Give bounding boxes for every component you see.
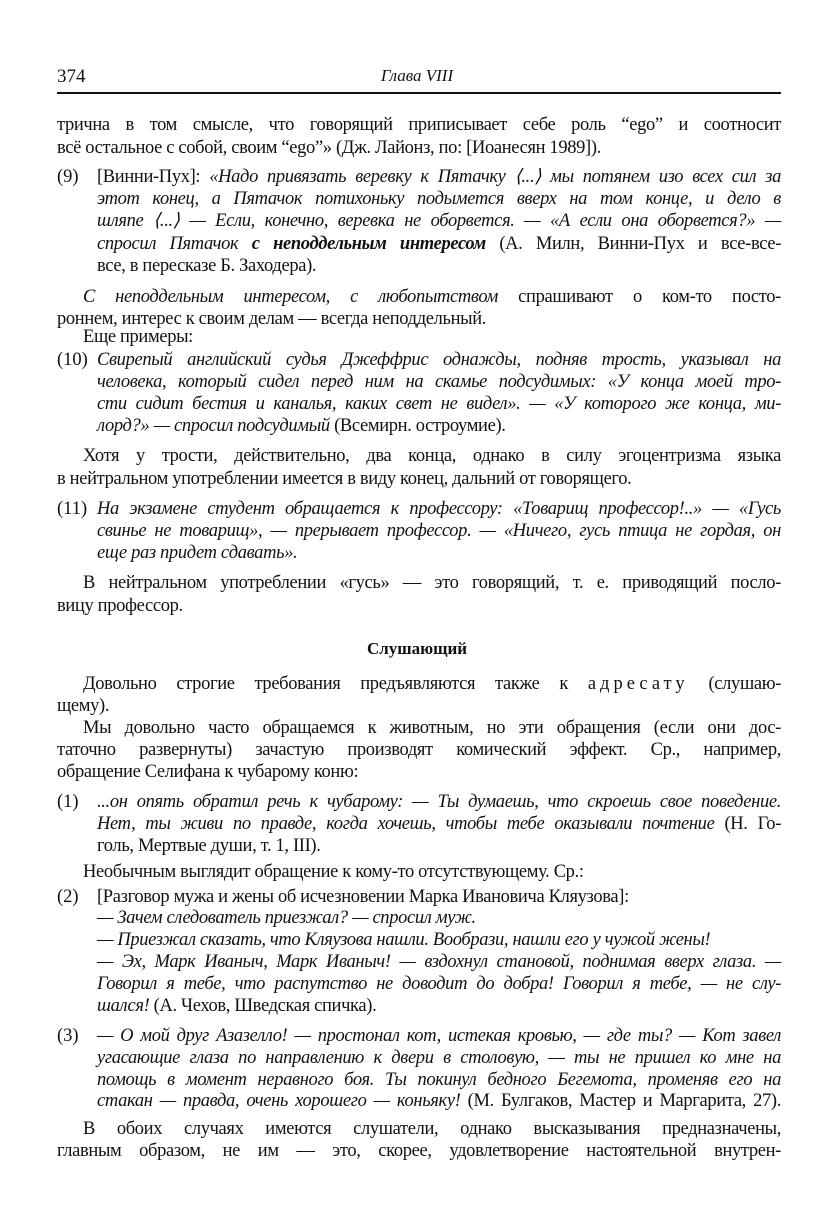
emphasis-segment: помощь в момент неравного боя. Ты покинул бедного Бегемота, променяв его на — [97, 1070, 781, 1090]
emphasis-segment: этот конец, а Пятачок потихоньку подымется вверх на том конце, и дело в — [97, 189, 781, 209]
emphasis-segment: — Приезжал сказать, что Кляузова нашли. Вообрази, нашли его у чужой жены! — [97, 930, 711, 950]
text-segment: (Н. Го- — [714, 814, 782, 834]
text-segment: голь, Мертвые души, т. 1, III). — [97, 836, 321, 856]
text-segment: (А. Чехов, Шведская спичка). — [149, 996, 377, 1016]
emphasis-segment: — Зачем следователь приезжал? — спросил муж. — [97, 908, 476, 928]
emphasis-segment: человека, который сидел перед ним на скамье подсудимых: «У конца моей тро- — [97, 372, 781, 392]
emphasis-segment: — О мой друг Азазелло! — простонал кот, истекая кровью, — где ты? — Кот завел — [97, 1026, 781, 1046]
text-line — [57, 468, 631, 490]
text-segment: (слушаю- — [688, 674, 781, 694]
emphasis-segment: — Эх, Марк Иваныч, Марк Иваныч! — вздохнул становой, поднимая вверх глаза. — — [97, 952, 781, 972]
text-line — [57, 695, 109, 717]
emphasis-segment: стакан — правда, очень хорошего — коньяку! — [97, 1091, 461, 1111]
text-line — [83, 326, 193, 348]
text-line — [97, 973, 781, 995]
text-line — [83, 445, 781, 467]
text-segment: (М. Булгаков, Мастер и Маргарита, 27). — [460, 1091, 781, 1111]
text-segment: [Винни-Пух]: — [97, 167, 210, 187]
text-line — [97, 415, 506, 437]
text-line — [97, 886, 629, 908]
emphasis-segment: На экзамене студент обращается к профессору: «Товарищ профессор!..» — «Гусь — [97, 499, 781, 519]
text-line — [57, 114, 781, 136]
text-line — [83, 1118, 781, 1140]
running-head: Глава VIII — [380, 66, 454, 85]
text-segment: спрашивают о ком-то посто- — [498, 287, 781, 307]
text-segment: В нейтральном употреблении «гусь» — это говорящий, т. е. приводящий посло- — [83, 573, 781, 593]
text-segment: Довольно строгие требования предъявляются также к — [83, 674, 588, 694]
text-segment: Хотя у трости, действительно, два конца, однако в силу эгоцентризма языка — [83, 446, 781, 466]
emphasis-segment: Говорил я тебе, что распутство не доводит до добра! Говорил я тебе, — не слу- — [97, 974, 781, 994]
emphasis-segment: Свирепый английский судья Джеффрис однажды, подняв трость, указывал на — [97, 350, 781, 370]
text-line — [97, 929, 710, 951]
text-segment: в нейтральном употреблении имеется в виду конец, дальний от говорящего. — [57, 469, 632, 489]
emphasis-segment: ...он опять обратил речь к чубарому: — Ты думаешь, что скроешь свое поведение. — [97, 792, 781, 812]
emphasis-segment: угасающие глаза по направлению к двери в столовую, — ты не пришел ко мне на — [97, 1048, 781, 1068]
text-line — [97, 255, 316, 277]
emphasis-segment: лорд?» — спросил подсудимый — [97, 416, 330, 436]
page-number: 374 — [57, 66, 86, 87]
text-line — [57, 1140, 781, 1162]
text-line — [97, 1069, 781, 1091]
text-line — [97, 1047, 781, 1069]
emphasis-segment: С неподдельным интересом, с любопытством — [83, 287, 498, 307]
text-line — [97, 520, 781, 542]
text-line — [97, 166, 781, 188]
text-line — [97, 188, 781, 210]
text-line — [97, 393, 781, 415]
text-line — [97, 371, 781, 393]
emphasis-segment: спросил Пятачок — [97, 234, 252, 254]
emphasis-segment: сти сидит бестия и каналья, каких свет не видел». — «У которого же конца, ми- — [97, 394, 781, 414]
header-rule — [57, 92, 781, 94]
emphasis-segment: еще раз придет сдавать». — [97, 543, 298, 563]
text-segment: (Всемирн. остроумие). — [329, 416, 506, 436]
text-segment: трична в том смысле, что говорящий приписывает себе роль “ego” и соотносит — [57, 115, 781, 135]
emphasis-segment: шляпе ⟨...⟩ — Если, конечно, веревка не оборвется. — «А если она оборвется?» — — [97, 211, 781, 231]
text-line — [97, 1025, 781, 1047]
text-segment: Мы довольно часто обращаемся к животным, но эти обращения (если они дос- — [83, 718, 781, 738]
text-line — [97, 498, 781, 520]
text-segment: В обоих случаях имеются слушатели, однако высказывания предназначены, — [83, 1119, 781, 1139]
emphasis-segment: адресату — [587, 674, 689, 694]
text-line — [57, 137, 601, 159]
text-line — [97, 791, 781, 813]
example-number: (9) — [57, 167, 79, 187]
text-line — [97, 951, 781, 973]
text-line — [83, 572, 781, 594]
emphasis-segment: «Надо привязать веревку к Пятачку ⟨...⟩ мы потянем изо всех сил за — [209, 167, 782, 187]
text-line — [97, 813, 781, 835]
text-line — [83, 673, 781, 695]
emphasis-segment: свинье не товарищ», — прерывает профессор. — «Ничего, гусь птица не гордая, он — [97, 521, 781, 541]
text-segment: вицу профессор. — [57, 596, 183, 616]
text-line — [97, 349, 781, 371]
text-line — [97, 995, 376, 1017]
example-number: (2) — [57, 887, 79, 907]
example-number: (11) — [57, 499, 88, 519]
text-segment: главным образом, не им — это, скорее, удовлетворение настоятельной внутрен- — [57, 1141, 781, 1161]
example-number: (3) — [57, 1026, 79, 1046]
text-line — [57, 761, 358, 783]
example-number: (1) — [57, 792, 79, 812]
text-line — [83, 717, 781, 739]
text-segment: всё остальное с собой, своим “ego”» (Дж. Лайонз, по: [Иоанесян 1989]). — [57, 138, 601, 158]
emphasis-segment: шался! — [97, 996, 150, 1016]
text-segment: роннем, интерес к своим делам — всегда неподдельный. — [57, 309, 487, 329]
text-segment: таточно развернуты) зачастую производят комический эффект. Ср., например, — [57, 740, 781, 760]
text-segment: щему). — [57, 696, 110, 716]
emphasis-segment: Нет, ты живи по правде, когда хочешь, чтобы тебе оказывали почтение — [97, 814, 715, 834]
text-line — [97, 210, 781, 232]
text-line — [97, 1090, 781, 1112]
text-segment: [Разговор мужа и жены об исчезновении Марка Ивановича Кляузова]: — [97, 887, 629, 907]
text-line — [57, 739, 781, 761]
text-segment: обращение Селифана к чубарому коню: — [57, 762, 359, 782]
text-line — [97, 907, 476, 929]
text-line — [83, 861, 584, 883]
text-segment: все, в пересказе Б. Заходера). — [97, 256, 317, 276]
example-number: (10) — [57, 350, 88, 370]
text-line — [83, 286, 781, 308]
text-segment: Еще примеры: — [83, 327, 193, 347]
text-line — [97, 233, 781, 255]
section-heading: Слушающий — [366, 639, 468, 658]
text-line — [97, 835, 320, 857]
text-line — [57, 595, 183, 617]
text-segment: Необычным выглядит обращение к кому-то отсутствующему. Ср.: — [83, 862, 584, 882]
emphasis-segment: с неподдельным интересом — [251, 234, 486, 254]
text-line — [97, 542, 297, 564]
text-segment: (А. Милн, Винни-Пух и все-все- — [485, 234, 782, 254]
